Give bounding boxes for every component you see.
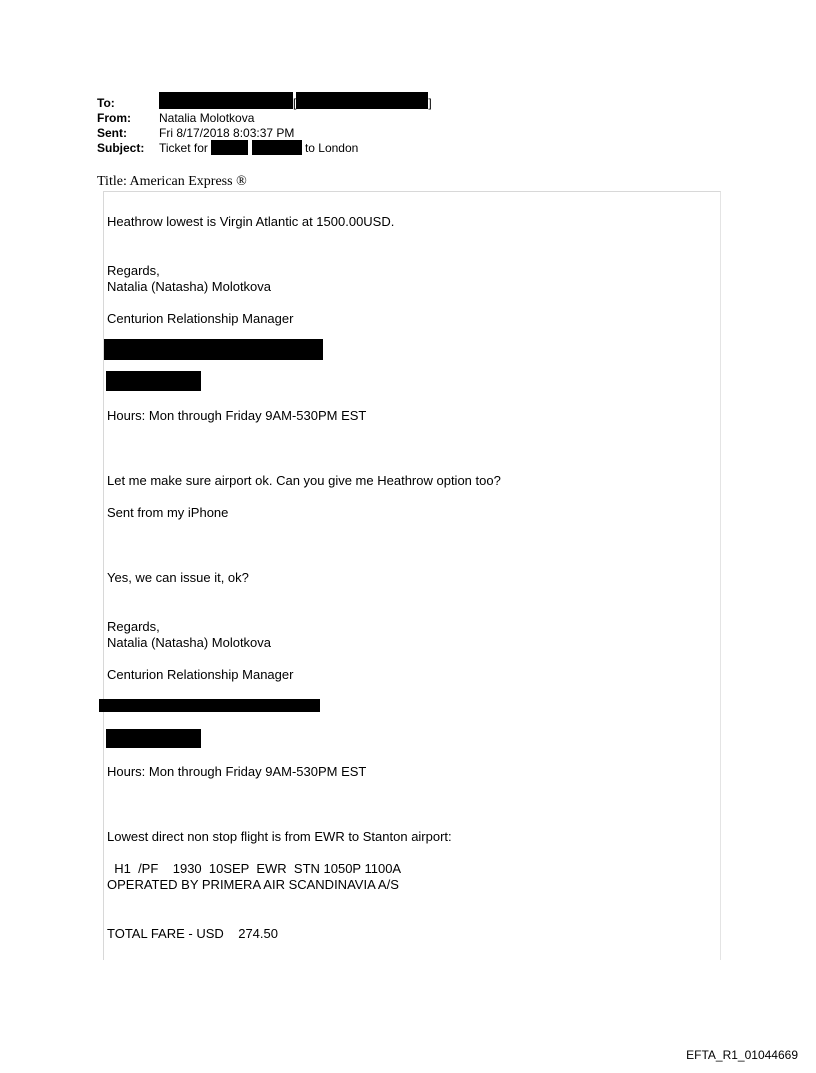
redaction-block [211, 140, 248, 155]
redaction-block [159, 92, 293, 109]
message-line: Heathrow lowest is Virgin Atlantic at 1500.00USD. [107, 214, 395, 229]
message-line: Yes, we can issue it, ok? [107, 570, 249, 585]
signature-role: Centurion Relationship Manager [107, 311, 294, 326]
regards-line: Regards, [107, 263, 160, 278]
subject-prefix: Ticket for [159, 141, 208, 155]
redaction-block [106, 371, 201, 391]
message-line: Lowest direct non stop flight is from EWR to Stanton airport: [107, 829, 452, 844]
redaction-block [99, 699, 320, 712]
from-label: From: [97, 111, 131, 125]
message-line: Let me make sure airport ok. Can you give me Heathrow option too? [107, 473, 501, 488]
flight-itinerary: H1 /PF 1930 10SEP EWR STN 1050P 1100A [107, 861, 402, 876]
redaction-block [296, 92, 428, 109]
to-value [159, 96, 432, 111]
regards-line: Regards, [107, 619, 160, 634]
redaction-block [252, 140, 302, 155]
signature-name: Natalia (Natasha) Molotkova [107, 279, 272, 294]
document-id: EFTA_R1_01044669 [686, 1048, 798, 1062]
sent-label: Sent: [97, 126, 127, 140]
subject-label: Subject: [97, 141, 145, 155]
sent-value: Fri 8/17/2018 8:03:37 PM [159, 126, 295, 140]
operated-by: OPERATED BY PRIMERA AIR SCANDINAVIA A/S [107, 877, 399, 892]
to-bracket-close: ] [428, 96, 432, 110]
redaction-block [104, 339, 323, 360]
redaction-block [106, 729, 201, 748]
signature-name: Natalia (Natasha) Molotkova [107, 635, 272, 650]
message-line: Sent from my iPhone [107, 505, 229, 520]
title-line: Title: American Express ® [97, 174, 247, 189]
office-hours: Hours: Mon through Friday 9AM-530PM EST [107, 408, 367, 423]
total-fare: TOTAL FARE - USD 274.50 [107, 926, 278, 941]
office-hours: Hours: Mon through Friday 9AM-530PM EST [107, 764, 367, 779]
signature-role: Centurion Relationship Manager [107, 667, 294, 682]
from-value: Natalia Molotkova [159, 111, 255, 125]
subject-suffix: to London [304, 141, 359, 155]
to-label: To: [97, 96, 115, 110]
subject-value [159, 141, 358, 156]
to-bracket-open: [ [293, 96, 297, 110]
